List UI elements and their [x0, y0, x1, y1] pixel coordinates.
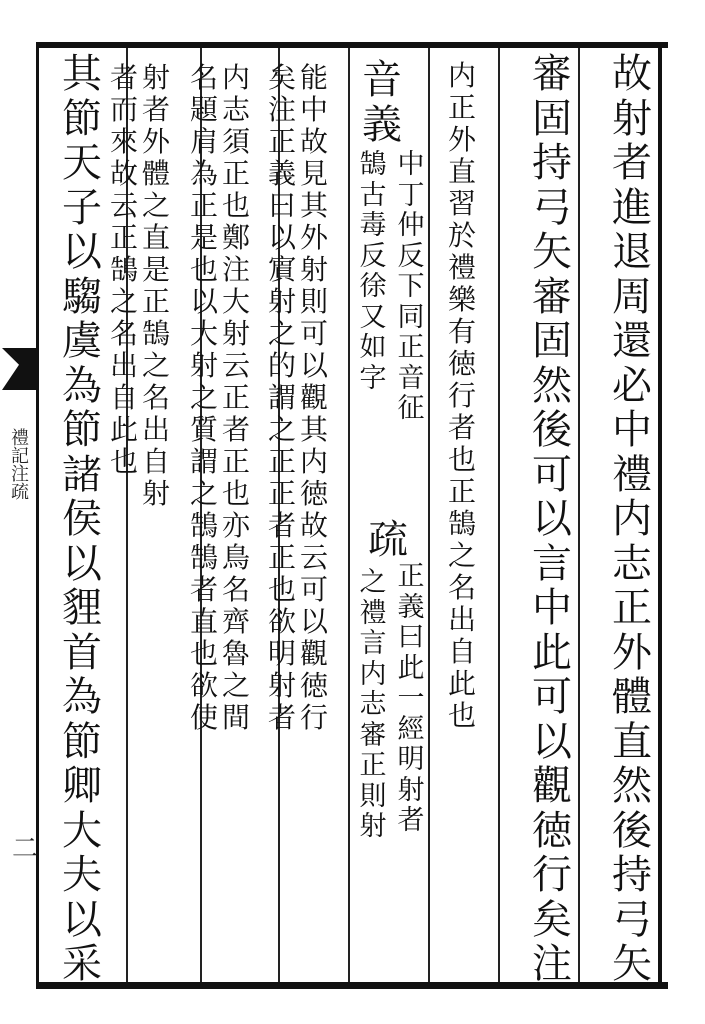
text-column: [396, 150, 426, 425]
character: 如: [359, 332, 387, 363]
character: 義: [397, 591, 425, 623]
character: 之: [109, 285, 138, 318]
character: 也: [447, 443, 476, 476]
character: 大: [62, 807, 102, 854]
character: 也: [189, 637, 218, 670]
character: 此: [447, 667, 476, 700]
character: 間: [221, 701, 250, 734]
character: 中: [397, 149, 425, 180]
character: 内: [447, 59, 476, 92]
character: 以: [189, 285, 218, 318]
character: 為: [62, 674, 102, 720]
page-number: 二: [12, 834, 39, 864]
character: 經: [397, 713, 425, 745]
character: 其: [299, 189, 328, 222]
character: 名: [109, 317, 138, 350]
character: 正: [189, 189, 218, 222]
character: 正: [221, 445, 250, 478]
character: 此: [397, 652, 425, 684]
character: 正: [141, 285, 170, 318]
character: 正: [612, 585, 652, 631]
character: 正: [447, 475, 476, 508]
character: 徐: [359, 271, 387, 302]
character: 徳: [299, 477, 328, 510]
character: 志: [612, 540, 652, 587]
character: 射: [397, 774, 425, 806]
character: 此: [532, 629, 572, 676]
character: 者: [612, 140, 652, 186]
character: 正: [221, 157, 250, 190]
character: 禮: [447, 251, 476, 284]
character: 出: [447, 603, 476, 636]
character: 采: [62, 941, 102, 987]
character: 之: [141, 349, 170, 382]
character: 明: [267, 637, 296, 670]
character: 以: [299, 349, 328, 382]
text-column: [60, 52, 104, 987]
character: 名: [141, 381, 170, 414]
character: 義: [267, 157, 296, 190]
character: 故: [612, 51, 652, 97]
character: 天: [62, 140, 102, 186]
character: 者: [189, 573, 218, 606]
character: 矢: [612, 941, 652, 987]
character: 此: [109, 413, 138, 446]
character: 也: [447, 699, 476, 732]
character: 以: [299, 605, 328, 638]
character: 正: [267, 125, 296, 158]
column-rule: [498, 48, 500, 982]
text-column: [298, 62, 330, 734]
character: 射: [267, 669, 296, 702]
character: 者: [141, 93, 170, 126]
character: 矣: [267, 61, 296, 94]
character: 可: [299, 573, 328, 606]
character: 鵠: [141, 317, 170, 350]
character: 自: [109, 381, 138, 414]
character: 之: [221, 669, 250, 702]
column-rule: [578, 48, 580, 982]
character: 射: [141, 61, 170, 94]
character: 鳥: [221, 541, 250, 574]
character: 審: [532, 273, 572, 320]
character: 節: [62, 407, 102, 453]
character: 夫: [62, 852, 102, 898]
character: 則: [299, 285, 328, 318]
character: 外: [612, 629, 652, 676]
character: 持: [612, 852, 652, 898]
character: 射: [189, 349, 218, 382]
character: 中: [612, 407, 652, 453]
character: 矢: [532, 229, 572, 275]
text-column: [108, 62, 140, 478]
character: 有: [447, 315, 476, 348]
character: 外: [141, 125, 170, 158]
margin-book-title: 禮記注疏: [8, 428, 29, 500]
character: 周: [612, 273, 652, 320]
character: 大: [221, 285, 250, 318]
character: 正: [267, 445, 296, 478]
character: 仲: [397, 210, 425, 241]
character: 的: [267, 349, 296, 382]
character: 須: [221, 125, 250, 158]
character: 弓: [532, 184, 572, 231]
character: 射: [299, 253, 328, 286]
character: 之: [267, 317, 296, 350]
character: 賔: [267, 253, 296, 286]
character: 古: [359, 179, 387, 211]
character: 騶: [62, 273, 102, 320]
character: 云: [221, 349, 250, 382]
character: 之: [189, 477, 218, 510]
character: 志: [359, 689, 387, 720]
character: 也: [221, 189, 250, 222]
character: 音: [362, 57, 402, 103]
character: 齊: [221, 605, 250, 638]
text-column: [530, 52, 574, 987]
character: 欲: [189, 669, 218, 702]
character: 音: [397, 362, 425, 394]
character: 徳: [532, 807, 572, 854]
column-rule: [348, 48, 350, 982]
character: 以: [532, 496, 572, 542]
character: 觀: [299, 637, 328, 670]
text-column: [360, 58, 404, 147]
character: 射: [359, 811, 387, 842]
character: 以: [532, 718, 572, 765]
character: 體: [612, 674, 652, 720]
text-column: [446, 60, 478, 732]
character: 正: [397, 561, 425, 592]
character: 注: [267, 93, 296, 126]
character: 之: [141, 189, 170, 222]
character: 可: [299, 317, 328, 350]
character: 出: [141, 413, 170, 446]
character: 正: [221, 381, 250, 414]
character: 疏: [368, 517, 408, 563]
character: 進: [612, 184, 652, 231]
character: 射: [141, 477, 170, 510]
character: 正: [267, 477, 296, 510]
text-column: [140, 62, 172, 510]
character: 直: [447, 155, 476, 188]
character: 而: [109, 93, 138, 126]
character: 樂: [447, 283, 476, 316]
character: 能: [299, 61, 328, 94]
character: 志: [221, 93, 250, 126]
fish-tail-ornament: [2, 348, 36, 390]
character: 徳: [447, 347, 476, 380]
character: 鵠: [109, 253, 138, 286]
character: 者: [267, 509, 296, 542]
character: 以: [62, 540, 102, 587]
character: 首: [62, 629, 102, 676]
character: 審: [532, 51, 572, 97]
character: 者: [447, 411, 476, 444]
character: 也: [267, 573, 296, 606]
character: 也: [109, 445, 138, 478]
character: 鵠: [359, 149, 387, 180]
character: 者: [109, 61, 138, 94]
character: 退: [612, 229, 652, 275]
character: 名: [447, 571, 476, 604]
character: 體: [141, 157, 170, 190]
character: 之: [189, 381, 218, 414]
character: 直: [612, 718, 652, 765]
character: 然: [532, 362, 572, 409]
character: 正: [267, 541, 296, 574]
character: 正: [109, 221, 138, 254]
character: 者: [397, 805, 425, 836]
character: 故: [109, 157, 138, 190]
character: 毒: [359, 210, 387, 241]
character: 行: [299, 701, 328, 734]
character: 言: [532, 540, 572, 587]
character: 出: [109, 349, 138, 382]
character: 外: [447, 123, 476, 156]
character: 者: [221, 413, 250, 446]
character: 鵠: [447, 507, 476, 540]
character: 注: [532, 941, 572, 987]
character: 又: [359, 301, 387, 333]
character: 質: [189, 413, 218, 446]
character: 云: [299, 541, 328, 574]
character: 自: [141, 445, 170, 478]
character: 禮: [359, 597, 387, 629]
text-column: [358, 568, 388, 843]
character: 必: [612, 362, 652, 409]
character: 固: [532, 95, 572, 142]
character: 字: [359, 362, 387, 394]
character: 内: [359, 658, 387, 690]
character: 矣: [532, 896, 572, 943]
character: 可: [532, 674, 572, 720]
character: 中: [532, 585, 572, 631]
character: 諸: [62, 451, 102, 498]
character: 之: [267, 413, 296, 446]
character: 見: [299, 157, 328, 190]
character: 一: [397, 683, 425, 714]
character: 為: [189, 157, 218, 190]
character: 同: [397, 301, 425, 333]
character: 丁: [397, 179, 425, 211]
character: 審: [359, 719, 387, 751]
character: 之: [447, 539, 476, 572]
character: 是: [141, 253, 170, 286]
character: 射: [267, 285, 296, 318]
text-column: [610, 52, 654, 987]
character: 名: [189, 61, 218, 94]
character: 反: [397, 240, 425, 272]
character: 持: [532, 140, 572, 186]
character: 故: [299, 125, 328, 158]
character: 言: [359, 628, 387, 659]
character: 子: [62, 184, 102, 231]
character: 然: [612, 763, 652, 809]
character: 可: [532, 451, 572, 498]
character: 亦: [221, 509, 250, 542]
text-column: [220, 62, 252, 734]
character: 還: [612, 318, 652, 364]
character: 後: [532, 407, 572, 453]
character: 射: [221, 317, 250, 350]
character: 注: [221, 253, 250, 286]
text-column: [396, 562, 426, 837]
character: 鄭: [221, 221, 250, 254]
character: 名: [221, 573, 250, 606]
character: 自: [447, 635, 476, 668]
character: 觀: [532, 763, 572, 809]
character: 習: [447, 187, 476, 220]
character: 正: [359, 750, 387, 781]
character: 行: [447, 379, 476, 412]
character: 正: [447, 91, 476, 124]
character: 固: [532, 318, 572, 364]
character: 明: [397, 744, 425, 775]
character: 來: [109, 125, 138, 158]
character: 之: [359, 567, 387, 598]
character: 曰: [267, 189, 296, 222]
character: 是: [189, 221, 218, 254]
character: 行: [532, 852, 572, 898]
character: 觀: [299, 381, 328, 414]
character: 征: [397, 393, 425, 424]
character: 内: [299, 445, 328, 478]
character: 以: [267, 221, 296, 254]
character: 云: [109, 189, 138, 222]
text-column: [188, 62, 220, 734]
character: 謂: [189, 445, 218, 478]
character: 節: [62, 718, 102, 765]
character: 徳: [299, 669, 328, 702]
character: 故: [299, 509, 328, 542]
character: 貍: [62, 585, 102, 631]
character: 直: [141, 221, 170, 254]
character: 禮: [612, 451, 652, 498]
character: 卿: [62, 763, 102, 809]
character: 鵠: [189, 509, 218, 542]
column-rule: [428, 48, 430, 982]
character: 謂: [267, 381, 296, 414]
character: 節: [62, 95, 102, 142]
character: 也: [221, 477, 250, 510]
character: 直: [189, 605, 218, 638]
frame-top-border: [36, 42, 668, 48]
margin-strip: [0, 48, 39, 982]
character: 鵠: [189, 541, 218, 574]
character: 其: [62, 51, 102, 97]
text-column: [358, 150, 388, 394]
character: 使: [189, 701, 218, 734]
character: 以: [62, 229, 102, 275]
character: 射: [612, 95, 652, 142]
character: 者: [267, 701, 296, 734]
character: 内: [221, 61, 250, 94]
character: 於: [447, 219, 476, 252]
character: 義: [362, 101, 402, 148]
character: 反: [359, 240, 387, 272]
character: 大: [189, 317, 218, 350]
character: 題: [189, 93, 218, 126]
character: 也: [189, 253, 218, 286]
character: 為: [62, 362, 102, 409]
character: 下: [397, 271, 425, 302]
character: 曰: [397, 622, 425, 653]
character: 正: [397, 332, 425, 363]
character: 弓: [612, 896, 652, 943]
character: 魯: [221, 637, 250, 670]
character: 其: [299, 413, 328, 446]
character: 以: [62, 896, 102, 943]
character: 欲: [267, 605, 296, 638]
text-column: [266, 62, 298, 734]
character: 中: [299, 93, 328, 126]
text-column: [366, 518, 410, 563]
character: 後: [612, 807, 652, 854]
character: 虞: [62, 318, 102, 364]
character: 肩: [189, 125, 218, 158]
frame-right-border: [658, 42, 662, 988]
character: 侯: [62, 496, 102, 542]
character: 外: [299, 221, 328, 254]
character: 則: [359, 780, 387, 812]
character: 内: [612, 496, 652, 542]
